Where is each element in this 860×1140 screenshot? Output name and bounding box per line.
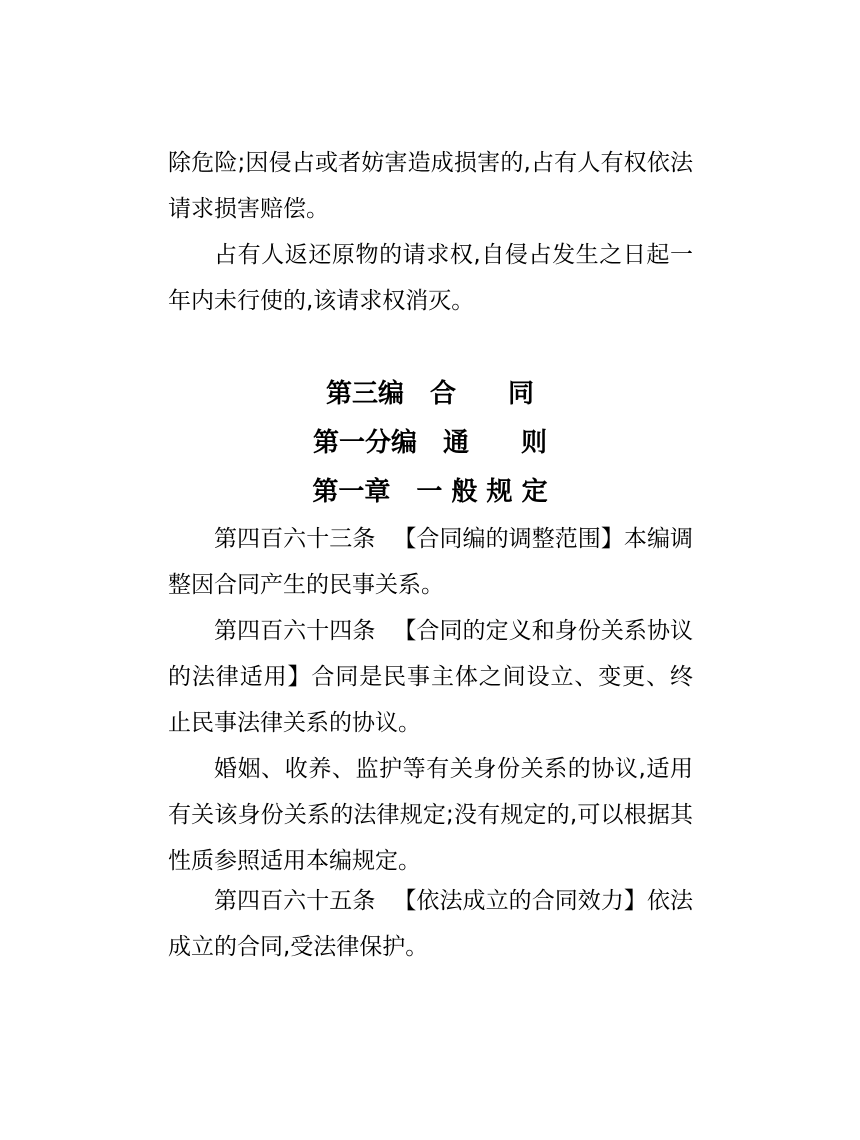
article-463 <box>168 516 693 608</box>
continuation-text: 除危险;因侵占或者妨害造成损害的,占有人有权依法请求损害赔偿。 <box>168 150 693 222</box>
continuation-paragraph <box>168 140 693 232</box>
article-text: 【合同编的调整范围】本编调整因合同产生的民事关系。 <box>168 526 694 598</box>
possession-claim-paragraph <box>168 232 693 324</box>
subpart-heading: 第一分编 通 则 <box>312 428 547 458</box>
possession-claim-text: 占有人返还原物的请求权,自侵占发生之日起一年内未行使的,该请求权消灭。 <box>168 242 693 314</box>
article-text: 【依法成立的合同效力】依法成立的合同,受法律保护。 <box>168 888 694 960</box>
article-text: 【合同的定义和身份关系协议的法律适用】合同是民事主体之间设立、变更、终止民事法律关系的协议。 <box>168 618 694 736</box>
article-number: 第四百六十四条 <box>214 618 376 644</box>
article-number: 第四百六十三条 <box>214 526 376 552</box>
article-465 <box>168 878 693 970</box>
article-text: 婚姻、收养、监护等有关身份关系的协议,适用有关该身份关系的法律规定;没有规定的,可以根据其性质参照适用本编规定。 <box>168 756 693 874</box>
article-464-second-paragraph <box>168 746 693 884</box>
chapter-heading: 第一章 一 般 规 定 <box>312 477 548 507</box>
article-464 <box>168 608 693 746</box>
part-heading: 第三编 合 同 <box>325 379 534 409</box>
article-number: 第四百六十五条 <box>214 888 376 914</box>
